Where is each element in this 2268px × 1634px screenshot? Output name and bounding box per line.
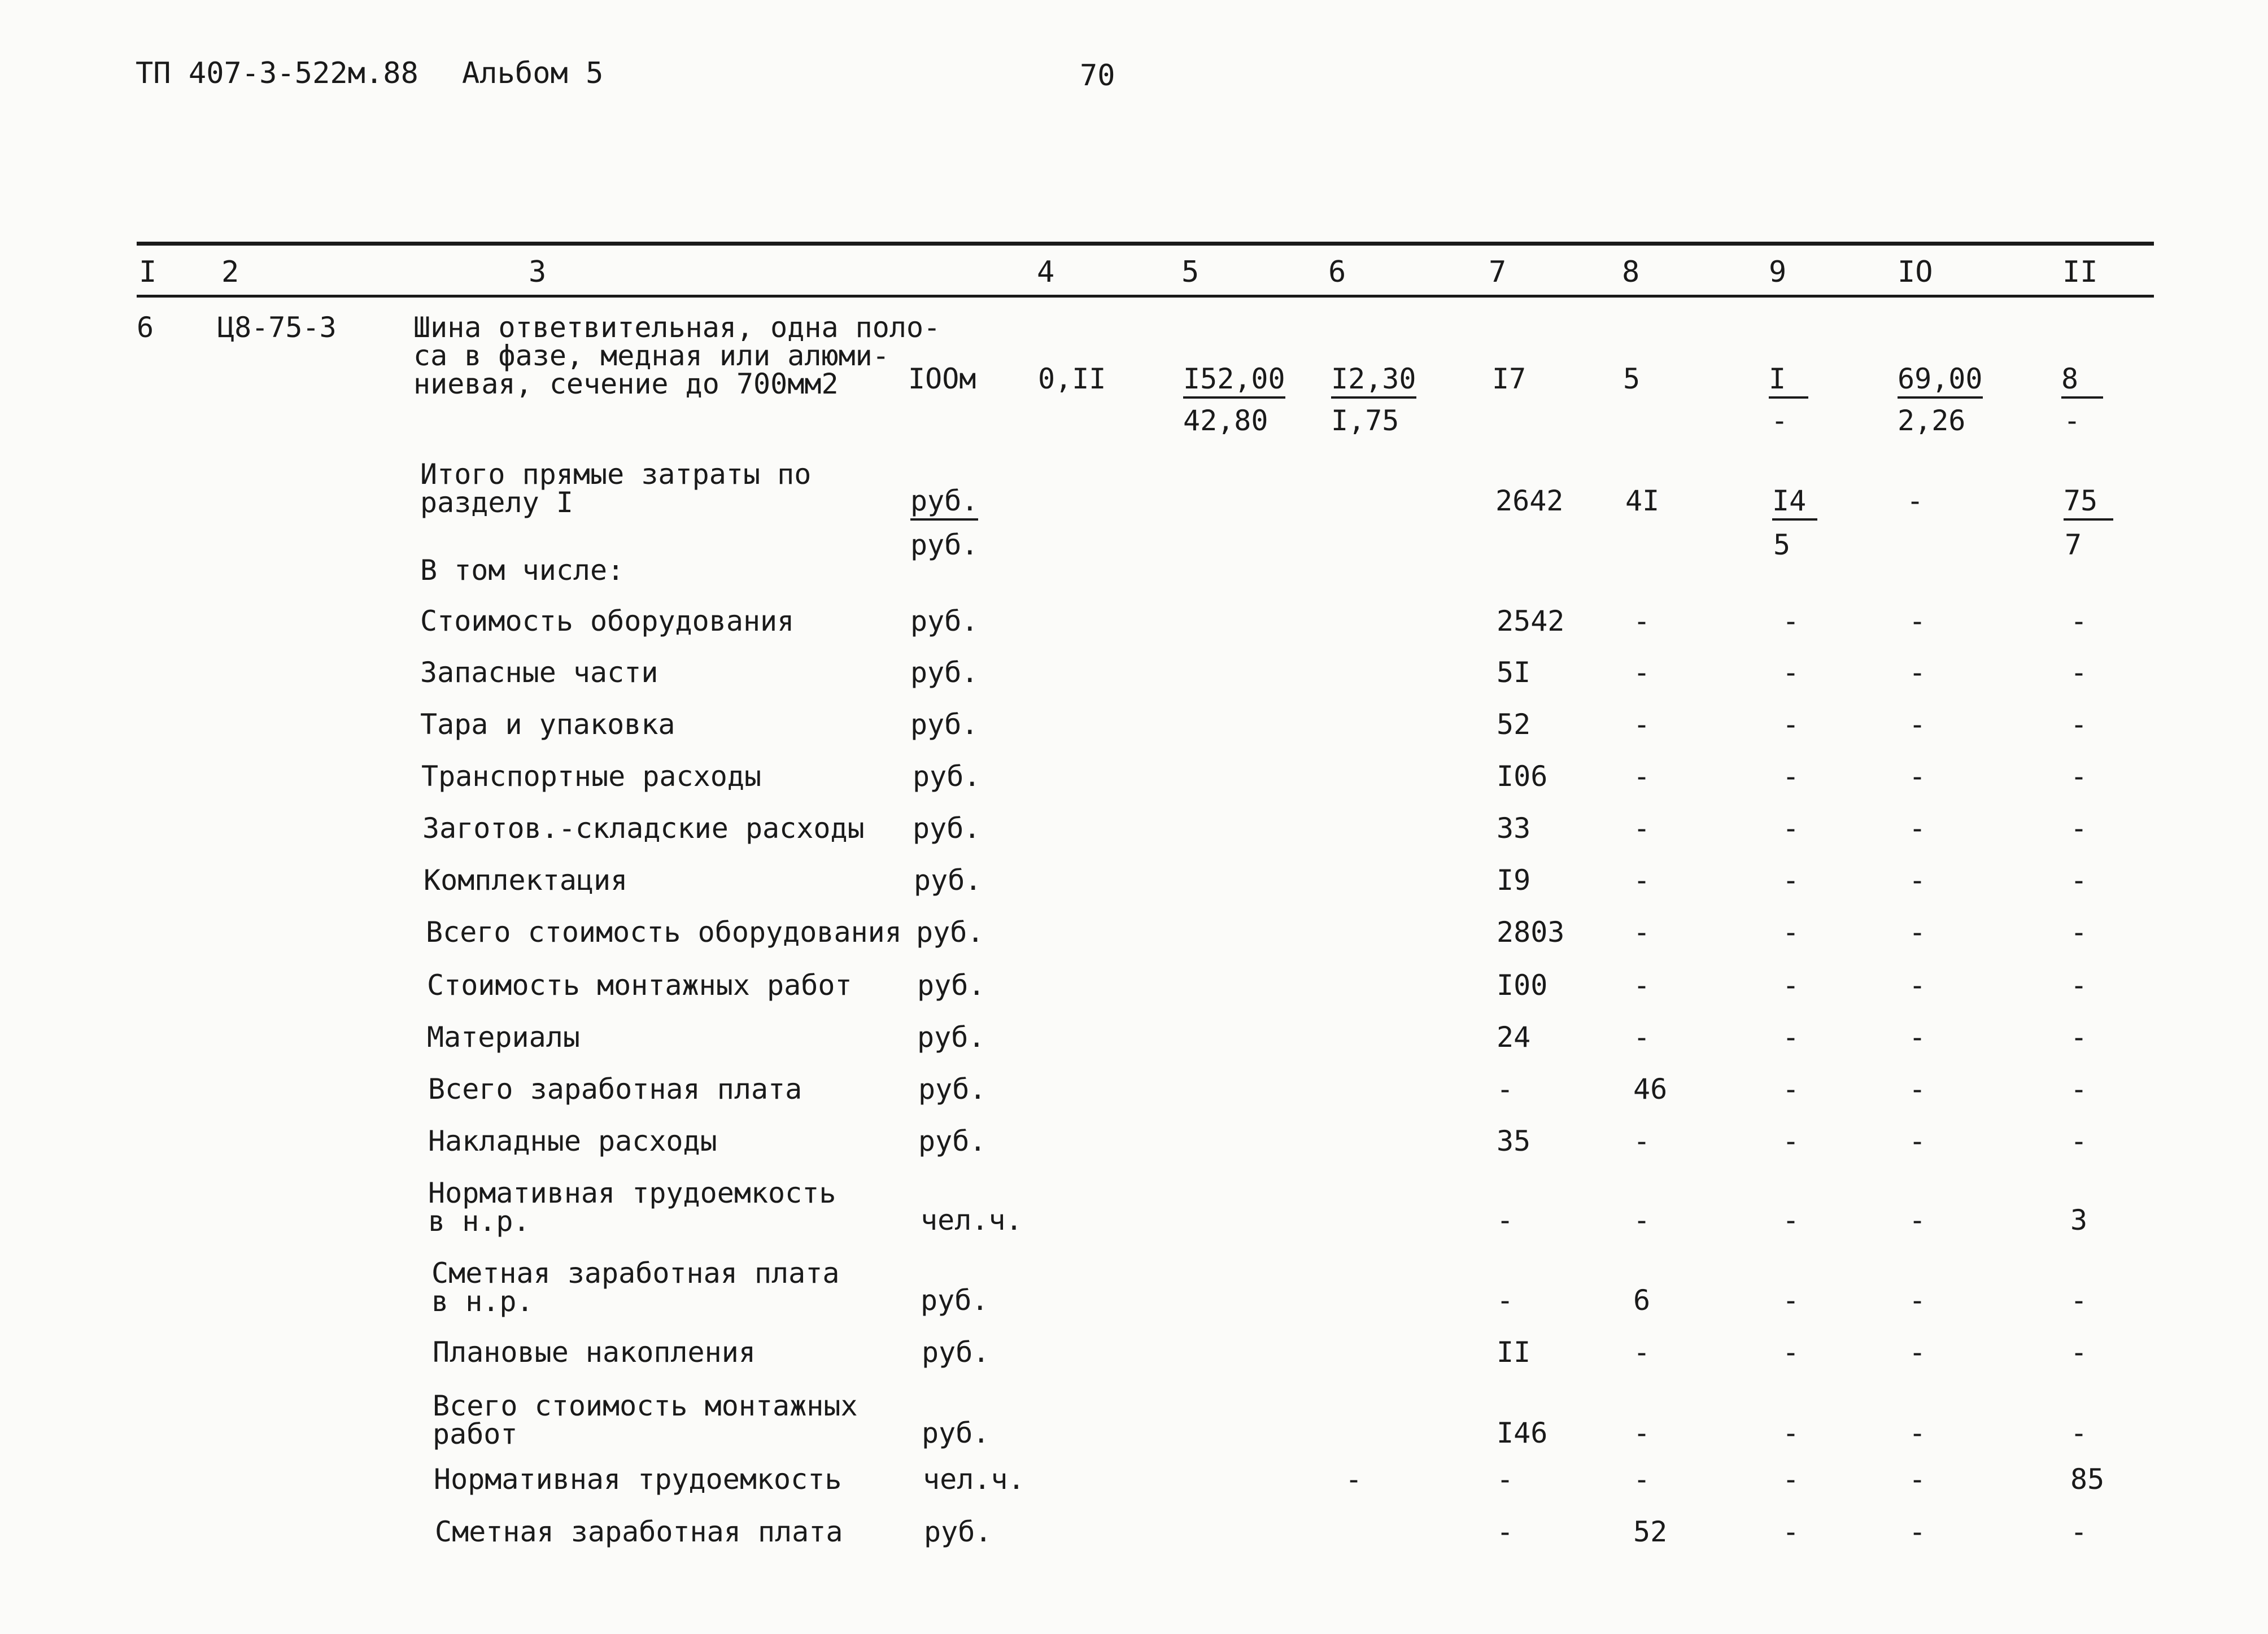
row-c9: - (1782, 1515, 1800, 1548)
row-c11: - (2070, 656, 2088, 689)
row-unit: руб. (921, 1284, 989, 1317)
row-c11: - (2070, 969, 2088, 1002)
row-c7: 35 (1497, 1125, 1531, 1157)
page-number: 70 (1080, 59, 1115, 93)
column-header-9: 9 (1769, 255, 1787, 289)
row-c11: - (2070, 1284, 2088, 1317)
row-label: Комплектация (424, 864, 628, 897)
row-label: Тара и упаковка (420, 708, 675, 741)
row-c8: - (1633, 708, 1651, 741)
row-c11: - (2070, 760, 2088, 793)
row-c10: - (1909, 605, 1926, 637)
row-c7: - (1497, 1204, 1514, 1237)
row-unit: руб. (913, 760, 981, 793)
item-col5-top: I52,00 (1183, 365, 1285, 399)
row-c11: - (2070, 916, 2088, 949)
total-col11-bottom: 7 (2065, 528, 2082, 561)
row-c9: - (1782, 1125, 1800, 1157)
row-c9: - (1782, 1284, 1800, 1317)
total-col9-bottom: 5 (1773, 528, 1791, 561)
row-c10: - (1909, 1417, 1926, 1449)
item-col11-bottom: - (2064, 404, 2081, 437)
row-label: Всего стоимость монтажных работ (433, 1390, 858, 1450)
row-c11: - (2070, 1073, 2088, 1106)
row-c11: - (2070, 1515, 2088, 1548)
item-code: Ц8-75-3 (217, 311, 337, 344)
item-col11-top: 8 (2061, 365, 2103, 399)
item-col8: 5 (1623, 362, 1641, 395)
row-c8: - (1633, 760, 1651, 793)
row-c8: - (1633, 969, 1651, 1002)
item-col6-bottom: I,75 (1331, 404, 1399, 437)
row-unit: руб. (913, 812, 981, 845)
row-c8: - (1633, 1204, 1651, 1237)
item-unit: IOOм (908, 362, 976, 395)
row-c7: 2803 (1497, 916, 1565, 949)
row-c8: - (1633, 812, 1651, 845)
row-c9: - (1782, 605, 1800, 637)
row-c11: - (2070, 1336, 2088, 1369)
row-c10: - (1909, 1021, 1926, 1054)
row-c11: - (2070, 1125, 2088, 1157)
item-col9-top: I (1769, 365, 1808, 399)
item-col6-top: I2,30 (1331, 365, 1416, 399)
row-c8: 6 (1633, 1284, 1651, 1317)
row-c10: - (1909, 1463, 1926, 1496)
row-c8: - (1633, 1125, 1651, 1157)
row-c8: 52 (1633, 1515, 1668, 1548)
column-header-1: I (139, 255, 157, 289)
row-c7: I46 (1497, 1417, 1548, 1449)
row-c8: 46 (1633, 1073, 1668, 1106)
row-c8: - (1633, 605, 1651, 637)
row-label: Накладные расходы (428, 1125, 717, 1157)
row-c7: - (1497, 1463, 1514, 1496)
table-header-rule (137, 295, 2154, 298)
row-c10: - (1909, 1125, 1926, 1157)
column-header-2: 2 (221, 255, 239, 289)
row-c9: - (1782, 656, 1800, 689)
row-c8: - (1633, 1336, 1651, 1369)
row-c7: 52 (1497, 708, 1531, 741)
row-c10: - (1909, 656, 1926, 689)
row-unit: руб. (924, 1515, 992, 1548)
column-header-11: II (2062, 255, 2098, 289)
column-header-7: 7 (1489, 255, 1507, 289)
item-quantity: 0,II (1038, 362, 1106, 395)
total-col7: 2642 (1495, 484, 1564, 517)
row-c11: - (2070, 1417, 2088, 1449)
row-c8: - (1633, 1417, 1651, 1449)
document-code: ТП 407-3-522м.88 (136, 56, 418, 90)
row-label: Запасные части (420, 656, 658, 689)
column-header-6: 6 (1328, 255, 1346, 289)
row-c7: - (1497, 1073, 1514, 1106)
row-c9: - (1782, 1021, 1800, 1054)
row-c7: II (1497, 1336, 1531, 1369)
row-c9: - (1782, 1073, 1800, 1106)
row-c10: - (1909, 812, 1926, 845)
row-unit: руб. (922, 1336, 990, 1369)
row-label: Сметная заработная плата в н.р. (431, 1257, 840, 1318)
row-c10: - (1909, 969, 1926, 1002)
row-c8: - (1633, 1463, 1651, 1496)
row-label: Нормативная трудоемкость в н.р. (428, 1177, 836, 1238)
row-label: Всего заработная плата (428, 1073, 802, 1106)
row-c9: - (1782, 916, 1800, 949)
row-c8: - (1633, 916, 1651, 949)
row-unit: руб. (910, 605, 979, 637)
including-label: В том числе: (420, 554, 625, 587)
column-header-4: 4 (1037, 255, 1055, 289)
row-c7: 33 (1497, 812, 1531, 845)
item-col5-bottom: 42,80 (1183, 404, 1268, 437)
row-c11: - (2070, 864, 2088, 897)
row-label: Нормативная трудоемкость (434, 1463, 842, 1496)
row-c10: - (1909, 1515, 1926, 1548)
row-c10: - (1909, 708, 1926, 741)
row-c9: - (1782, 708, 1800, 741)
row-c10: - (1909, 864, 1926, 897)
row-unit: чел.ч. (921, 1204, 1023, 1237)
row-label: Материалы (427, 1021, 580, 1054)
row-c8: - (1633, 1021, 1651, 1054)
row-c10: - (1909, 1336, 1926, 1369)
total-label: Итого прямые затраты по разделу I (420, 458, 812, 519)
row-c9: - (1782, 1417, 1800, 1449)
item-col9-bottom: - (1771, 404, 1789, 437)
total-unit-1: руб. (910, 487, 978, 521)
total-col9-top: I4 (1772, 487, 1817, 521)
column-header-3: 3 (529, 255, 547, 289)
total-col8: 4I (1625, 484, 1660, 517)
row-c7: I00 (1497, 969, 1548, 1002)
row-c10: - (1909, 916, 1926, 949)
row-c7: 2542 (1497, 605, 1565, 637)
column-header-10: IO (1898, 255, 1933, 289)
row-c11: - (2070, 812, 2088, 845)
row-unit: руб. (922, 1417, 990, 1449)
row-unit: руб. (910, 656, 979, 689)
row-c9: - (1782, 1463, 1800, 1496)
row-label: Стоимость оборудования (420, 605, 795, 637)
column-header-8: 8 (1622, 255, 1640, 289)
row-label: Всего стоимость оборудования (426, 916, 902, 949)
row-unit: руб. (918, 1125, 987, 1157)
row-c9: - (1782, 1204, 1800, 1237)
row-unit: руб. (918, 1073, 987, 1106)
item-description: Шина ответвительная, одна поло- са в фазе, медная или алюми- ниевая, сечение до 700мм2 (413, 311, 941, 400)
row-unit: руб. (917, 1021, 985, 1054)
row-label: Плановые накопления (433, 1336, 756, 1369)
row-c11: - (2070, 605, 2088, 637)
album-label: Альбом 5 (462, 56, 604, 90)
row-c10: - (1909, 1284, 1926, 1317)
row-unit: руб. (910, 708, 979, 741)
total-col10: - (1907, 484, 1924, 517)
item-col7: I7 (1492, 362, 1526, 395)
row-c9: - (1782, 760, 1800, 793)
row-label: Заготов.-складские расходы (422, 812, 865, 845)
row-label: Транспортные расходы (421, 760, 762, 793)
row-c7: I06 (1497, 760, 1548, 793)
row-c7: 5I (1497, 656, 1531, 689)
row-c11: 85 (2070, 1463, 2105, 1496)
row-c7: 24 (1497, 1021, 1531, 1054)
row-unit: руб. (916, 916, 984, 949)
row-c7: I9 (1497, 864, 1531, 897)
row-label: Сметная заработная плата (435, 1515, 843, 1548)
row-c8: - (1633, 656, 1651, 689)
row-unit: руб. (914, 864, 982, 897)
row-c6: - (1345, 1463, 1363, 1496)
table-top-rule (137, 242, 2154, 246)
row-c7: - (1497, 1515, 1514, 1548)
row-c9: - (1782, 969, 1800, 1002)
item-number: 6 (137, 311, 154, 344)
row-c11: - (2070, 708, 2088, 741)
row-c9: - (1782, 812, 1800, 845)
row-c10: - (1909, 1204, 1926, 1237)
row-c10: - (1909, 1073, 1926, 1106)
row-c9: - (1782, 864, 1800, 897)
row-c10: - (1909, 760, 1926, 793)
row-c11: - (2070, 1021, 2088, 1054)
total-unit-2: руб. (910, 528, 979, 561)
column-header-5: 5 (1181, 255, 1200, 289)
row-unit: руб. (917, 969, 985, 1002)
row-c8: - (1633, 864, 1651, 897)
total-col11-top: 75 (2064, 487, 2113, 521)
item-col10-top: 69,00 (1898, 365, 1983, 399)
row-label: Стоимость монтажных работ (427, 969, 852, 1002)
row-c9: - (1782, 1336, 1800, 1369)
row-c7: - (1497, 1284, 1514, 1317)
row-unit: чел.ч. (923, 1463, 1025, 1496)
item-col10-bottom: 2,26 (1898, 404, 1966, 437)
row-c11: 3 (2070, 1204, 2088, 1237)
